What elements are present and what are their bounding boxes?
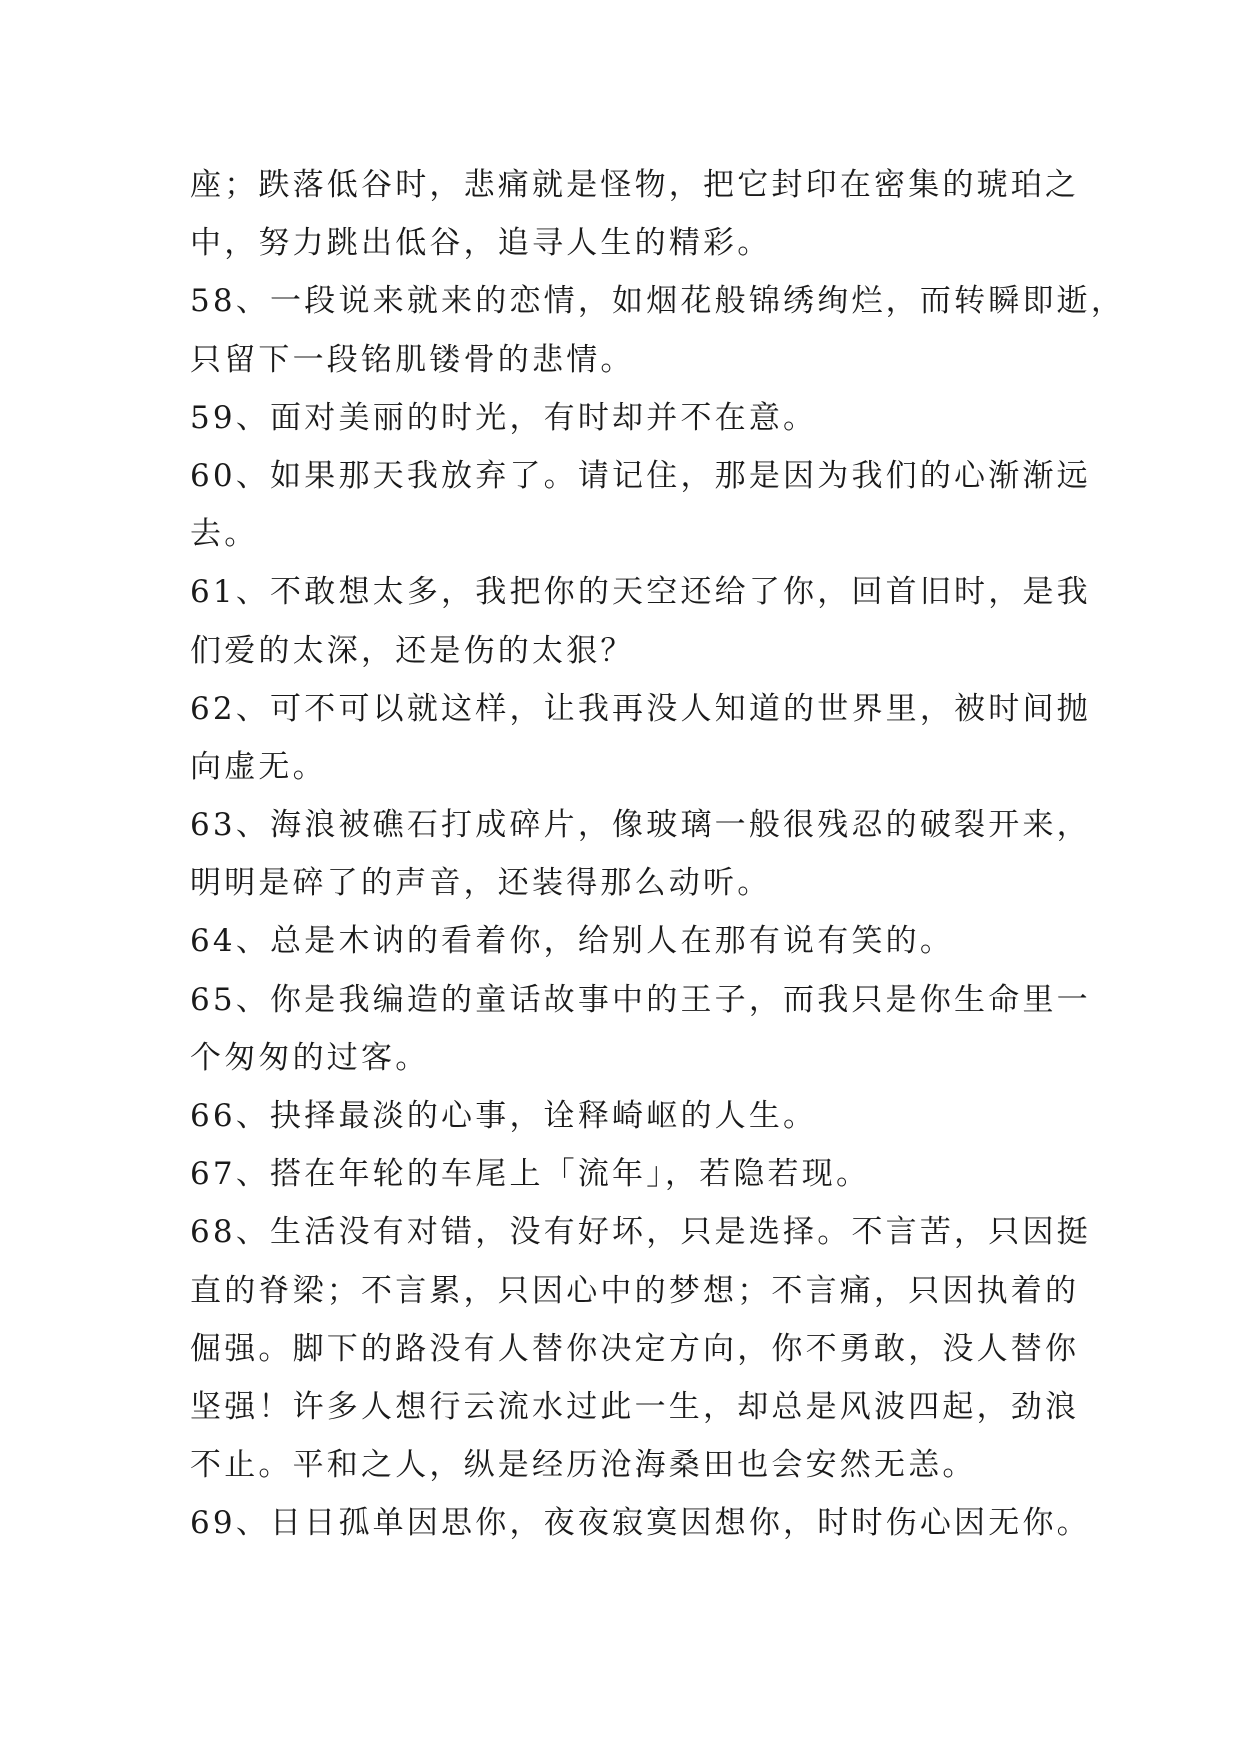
text-line: 座；跌落低谷时，悲痛就是怪物，把它封印在密集的琥珀之 bbox=[190, 167, 1080, 203]
text-line: 直的脊梁；不言累，只因心中的梦想；不言痛，只因执着的 bbox=[190, 1272, 1080, 1309]
text-line: 61、不敢想太多，我把你的天空还给了你，回首旧时，是我 bbox=[190, 574, 1091, 611]
text-line: 66、抉择最淡的心事，诠释崎岖的人生。 bbox=[190, 1098, 818, 1134]
text-line: 倔强。脚下的路没有人替你决定方向，你不勇敢，没人替你 bbox=[190, 1330, 1080, 1367]
text-line: 明明是碎了的声音，还装得那么动听。 bbox=[190, 865, 772, 902]
text-line: 62、可不可以就这样，让我再没人知道的世界里，被时间抛 bbox=[190, 690, 1091, 727]
text-line: 68、生活没有对错，没有好坏，只是选择。不言苦，只因挺 bbox=[190, 1214, 1091, 1251]
text-line: 个匆匆的过客。 bbox=[190, 1039, 430, 1076]
text-line: 向虚无。 bbox=[190, 748, 327, 785]
text-line: 们爱的太深，还是伤的太狠？ bbox=[190, 632, 635, 669]
text-line: 只留下一段铭肌镂骨的悲情。 bbox=[190, 341, 635, 378]
text-line: 中，努力跳出低谷，追寻人生的精彩。 bbox=[190, 225, 772, 262]
text-line: 69、日日孤单因思你，夜夜寂寞因想你，时时伤心因无你。 bbox=[190, 1505, 1091, 1542]
text-line: 58、一段说来就来的恋情，如烟花般锦绣绚烂，而转瞬即逝， bbox=[190, 283, 1126, 320]
text-line: 65、你是我编造的童话故事中的王子，而我只是你生命里一 bbox=[190, 981, 1091, 1018]
text-line: 去。 bbox=[190, 516, 259, 553]
text-line: 60、如果那天我放弃了。请记住，那是因为我们的心渐渐远 bbox=[190, 457, 1091, 494]
text-line: 不止。平和之人，纵是经历沧海桑田也会安然无恙。 bbox=[190, 1447, 977, 1484]
text-line: 坚强！许多人想行云流水过此一生，却总是风波四起，劲浪 bbox=[190, 1388, 1080, 1425]
document-body bbox=[190, 156, 1126, 1553]
text-line: 64、总是木讷的看着你，给别人在那有说有笑的。 bbox=[190, 923, 955, 960]
text-line: 67、搭在年轮的车尾上「流年」，若隐若现。 bbox=[190, 1156, 871, 1193]
text-line: 59、面对美丽的时光，有时却并不在意。 bbox=[190, 399, 818, 436]
text-line: 63、海浪被礁石打成碎片，像玻璃一般很残忍的破裂开来， bbox=[190, 807, 1091, 844]
